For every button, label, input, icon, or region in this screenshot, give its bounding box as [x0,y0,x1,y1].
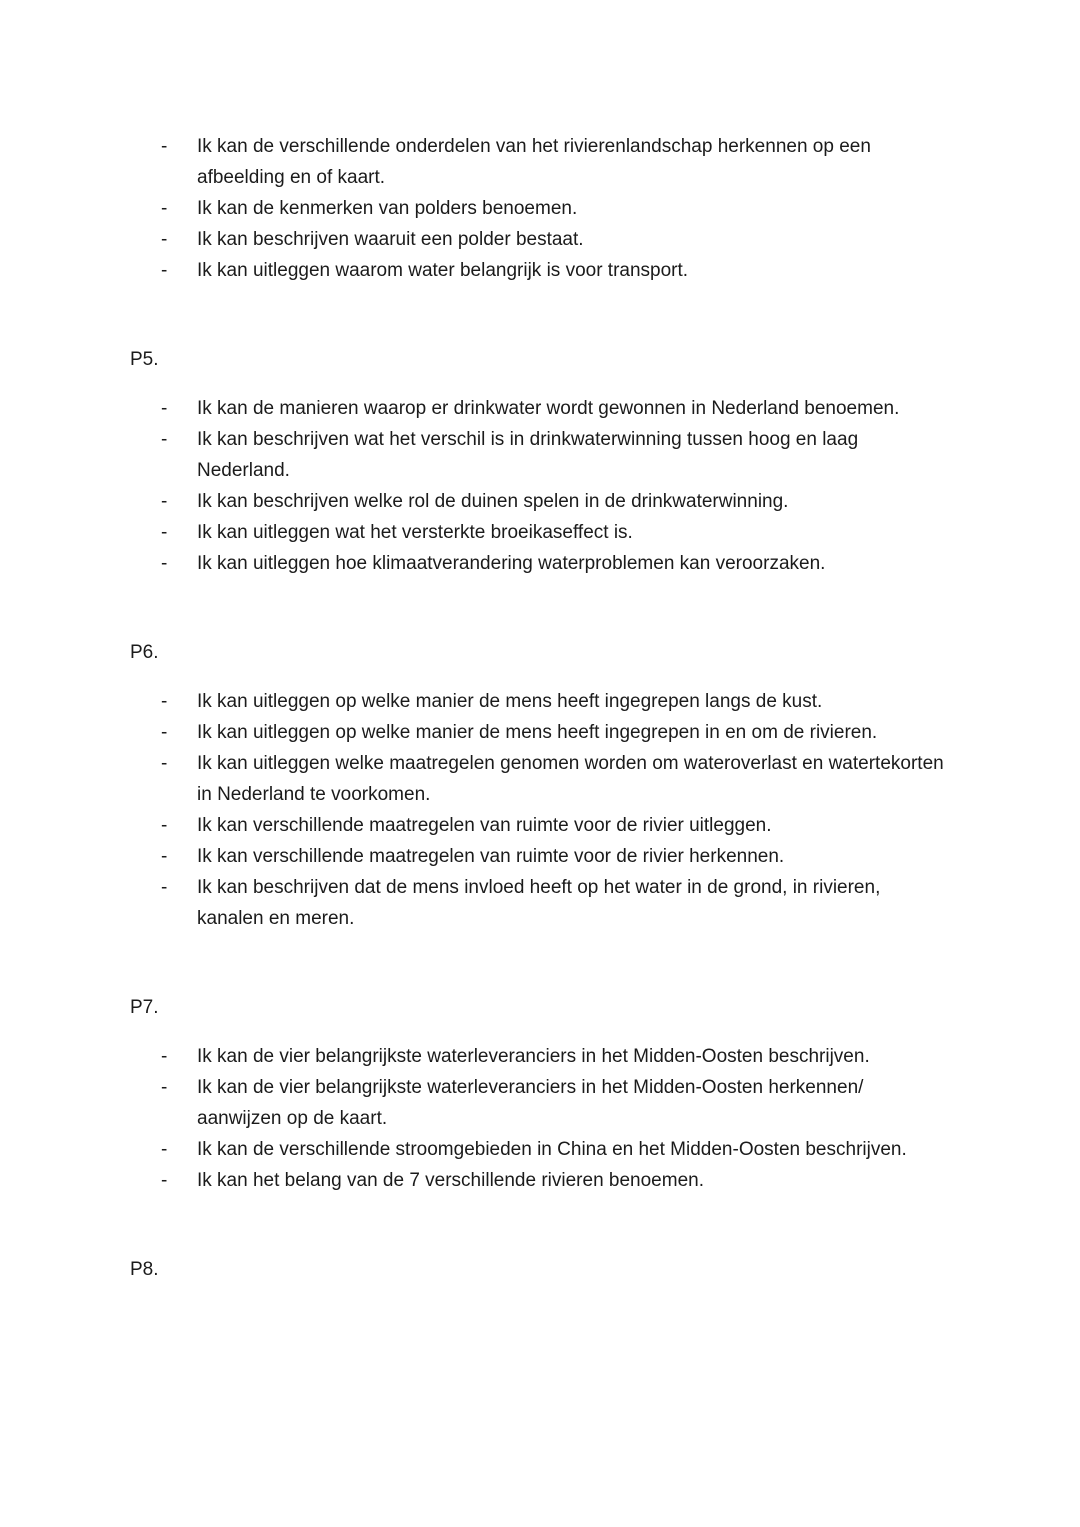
bullet-dash: - [161,429,168,450]
list-item [130,810,945,841]
list-item [130,717,945,748]
list-item [130,224,945,255]
section-list [130,686,945,934]
list-item [130,486,945,517]
section [130,131,945,286]
section-list [130,131,945,286]
bullet-dash: - [161,1170,168,1191]
list-item-text: Ik kan de manieren waarop er drinkwater wordt gewonnen in Nederland benoemen. [197,398,900,419]
list-item [130,424,945,486]
section [130,1254,945,1285]
bullet-dash: - [161,136,168,157]
bullet-dash: - [161,1139,168,1160]
list-item-text: Ik kan verschillende maatregelen van ruimte voor de rivier herkennen. [197,846,785,867]
bullet-dash: - [161,877,168,898]
bullet-dash: - [161,553,168,574]
list-item [130,1165,945,1196]
list-item [130,548,945,579]
bullet-dash: - [161,229,168,250]
bullet-dash: - [161,846,168,867]
list-item-text: Ik kan de vier belangrijkste waterleveranciers in het Midden-Oosten beschrijven. [197,1046,870,1067]
list-item [130,1072,945,1134]
section-label: P7. [130,997,159,1018]
list-item-text: Ik kan uitleggen hoe klimaatverandering waterproblemen kan veroorzaken. [197,553,826,574]
bullet-dash: - [161,491,168,512]
bullet-dash: - [161,1077,168,1098]
list-item-text: Ik kan beschrijven welke rol de duinen spelen in de drinkwaterwinning. [197,491,789,512]
list-item-text: Ik kan de vier belangrijkste waterleveranciers in het Midden-Oosten herkennen/ aanwijzen op de kaart. [197,1077,864,1129]
list-item-text: Ik kan uitleggen wat het versterkte broeikaseffect is. [197,522,633,543]
bullet-dash: - [161,815,168,836]
section-label: P5. [130,349,159,370]
list-item [130,748,945,810]
list-item-text: Ik kan uitleggen welke maatregelen genomen worden om wateroverlast en watertekorten in Nederland te voorkomen. [197,753,944,805]
list-item-text: Ik kan uitleggen waarom water belangrijk is voor transport. [197,260,689,281]
bullet-dash: - [161,398,168,419]
list-item [130,131,945,193]
list-item-text: Ik kan beschrijven dat de mens invloed heeft op het water in de grond, in rivieren, kanalen en meren. [197,877,881,929]
list-item-text: Ik kan de verschillende onderdelen van het rivierenlandschap herkennen op een afbeelding en of kaart. [197,136,871,188]
section [130,992,945,1196]
document-body [130,131,945,1285]
list-item [130,393,945,424]
section-list [130,1041,945,1196]
list-item [130,255,945,286]
section-list [130,393,945,579]
bullet-dash: - [161,522,168,543]
list-item [130,686,945,717]
list-item [130,517,945,548]
section [130,637,945,934]
section [130,344,945,579]
list-item-text: Ik kan de verschillende stroomgebieden in China en het Midden-Oosten beschrijven. [197,1139,907,1160]
list-item-text: Ik kan beschrijven wat het verschil is in drinkwaterwinning tussen hoog en laag Nederland. [197,429,859,481]
section-label: P6. [130,642,159,663]
bullet-dash: - [161,260,168,281]
bullet-dash: - [161,753,168,774]
section-label: P8. [130,1259,159,1280]
list-item [130,841,945,872]
bullet-dash: - [161,722,168,743]
bullet-dash: - [161,1046,168,1067]
list-item [130,1134,945,1165]
list-item-text: Ik kan uitleggen op welke manier de mens heeft ingegrepen langs de kust. [197,691,823,712]
list-item-text: Ik kan beschrijven waaruit een polder bestaat. [197,229,584,250]
list-item-text: Ik kan uitleggen op welke manier de mens heeft ingegrepen in en om de rivieren. [197,722,878,743]
list-item [130,872,945,934]
list-item [130,1041,945,1072]
list-item-text: Ik kan verschillende maatregelen van ruimte voor de rivier uitleggen. [197,815,772,836]
list-item-text: Ik kan het belang van de 7 verschillende rivieren benoemen. [197,1170,704,1191]
list-item [130,193,945,224]
bullet-dash: - [161,198,168,219]
bullet-dash: - [161,691,168,712]
list-item-text: Ik kan de kenmerken van polders benoemen. [197,198,578,219]
